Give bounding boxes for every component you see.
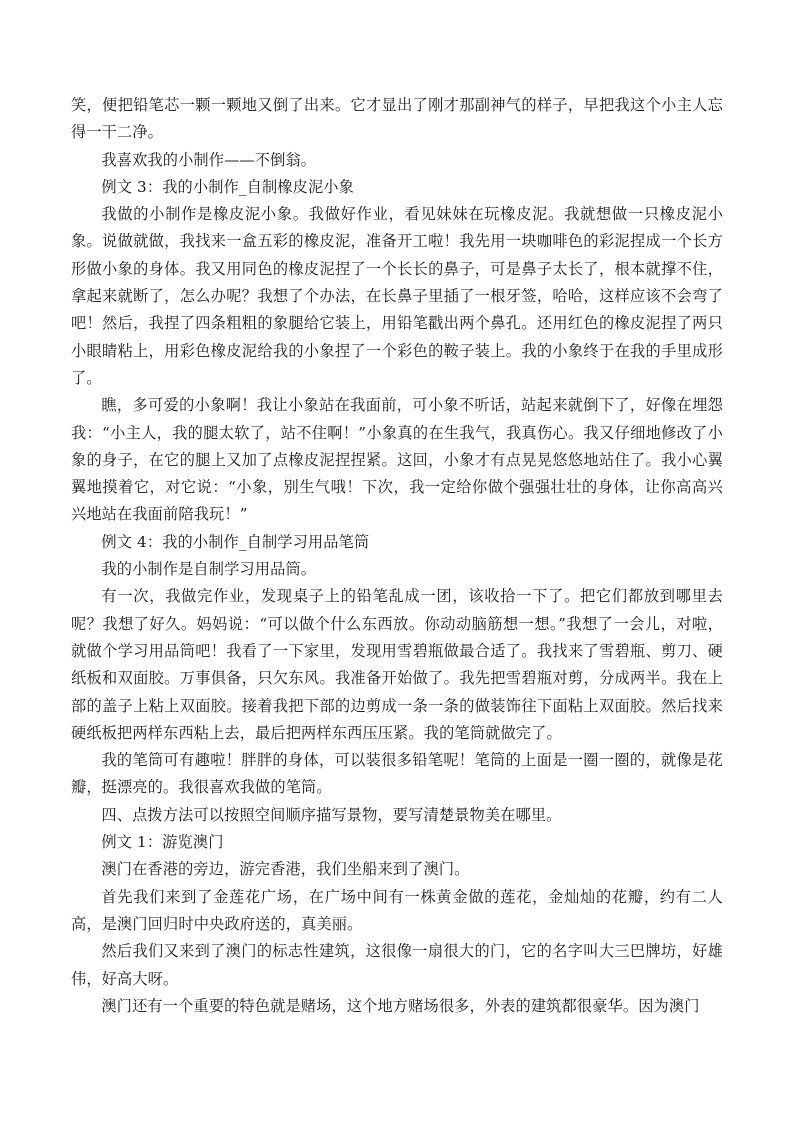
paragraph-macau-ruins: 然后我们又来到了澳门的标志性建筑，这很像一扇很大的门，它的名字叫大三巴牌坊，好雄伟，好高大呀。	[71, 942, 723, 988]
paragraph-bitong-intro: 我的小制作是自制学习用品筒。	[101, 560, 317, 579]
paragraph-macau-lotus-square: 首先我们来到了金莲花广场，在广场中间有一株黄金做的莲花，金灿灿的花瓣，约有二人高，是澳门回归时中央政府送的，真美丽。	[71, 887, 723, 933]
paragraph-xiaoxiang-making: 我做的小制作是橡皮泥小象。我做好作业，看见妹妹在玩橡皮泥。我就想做一只橡皮泥小象。说做就做，我找来一盒五彩的橡皮泥，准备开工啦！我先用一块咖啡色的彩泥捏成一个长方形做小象的身体。我又用同色的橡皮泥捏了一个长长的鼻子，可是鼻子太长了，根本就撑不住，拿起来就断了，怎么办呢？我想了个办法，在长鼻子里插了一根牙签，哈哈，这样应该不会弯了吧！然后，我捏了四条粗粗的象腿给它装上，用铅笔戳出两个鼻孔。还用红色的橡皮泥捏了两只小眼睛粘上，用彩色橡皮泥给我的小象捏了一个彩色的鞍子装上。我的小象终于在我的手里成形了。	[71, 205, 723, 387]
paragraph-macau-casino: 澳门还有一个重要的特色就是赌场，这个地方赌场很多，外表的建筑都很豪华。因为澳门	[101, 996, 700, 1015]
heading-example-3: 例文 3：我的小制作_自制橡皮泥小象	[101, 177, 354, 196]
paragraph-bitong-closing: 我的笔筒可有趣啦！胖胖的身体，可以装很多铅笔呢！笔筒的上面是一圈一圈的，就像是花瓣，挺漂亮的。我很喜欢我做的笔筒。	[71, 751, 723, 797]
heading-section-four: 四、点拨方法可以按照空间顺序描写景物，要写清楚景物美在哪里。	[101, 805, 562, 824]
page-text-body	[71, 92, 723, 1020]
paragraph-bitong-making: 有一次，我做完作业，发现桌子上的铅笔乱成一团，该收拾一下了。把它们都放到哪里去呢？我想了好久。妈妈说：“可以做个什么东西放。你动动脑筋想一想。”我想了一会儿，对啦，就做个学习用品筒吧！我看了一下家里，发现用雪碧瓶做最合适了。我找来了雪碧瓶、剪刀、硬纸板和双面胶。万事俱备，只欠东风。我准备开始做了。我先把雪碧瓶对剪，分成两半。我在上部的盖子上粘上双面胶。接着我把下部的边剪成一条一条的做装饰往下面粘上双面胶。然后找来硬纸板把两样东西粘上去，最后把两样东西压压紧。我的笔筒就做完了。	[71, 587, 723, 742]
paragraph-xiaoxiang-standing: 瞧，多可爱的小象啊！我让小象站在我面前，可小象不听话，站起来就倒下了，好像在埋怨我：“小主人，我的腿太软了，站不住啊！”小象真的在生我气，我真伤心。我又仔细地修改了小象的身子，在它的腿上又加了点橡皮泥捏捏紧。这回，小象才有点晃晃悠悠地站住了。我小心翼翼地摸着它，对它说：“小象，别生气哦！下次，我一定给你做个强强壮壮的身体，让你高高兴兴地站在我面前陪我玩！”	[71, 396, 723, 524]
paragraph-budaoweng-tail: 笑，便把铅笔芯一颗一颗地又倒了出来。它才显出了刚才那副神气的样子，早把我这个小主人忘得一干二净。	[71, 96, 723, 142]
paragraph-budaoweng-closing: 我喜欢我的小制作——不倒翁。	[101, 150, 317, 169]
heading-example-4: 例文 4：我的小制作_自制学习用品笔筒	[101, 532, 370, 551]
paragraph-macau-arrival: 澳门在香港的旁边，游完香港，我们坐船来到了澳门。	[101, 860, 470, 879]
heading-example-1-macau: 例文 1：游览澳门	[101, 833, 224, 852]
